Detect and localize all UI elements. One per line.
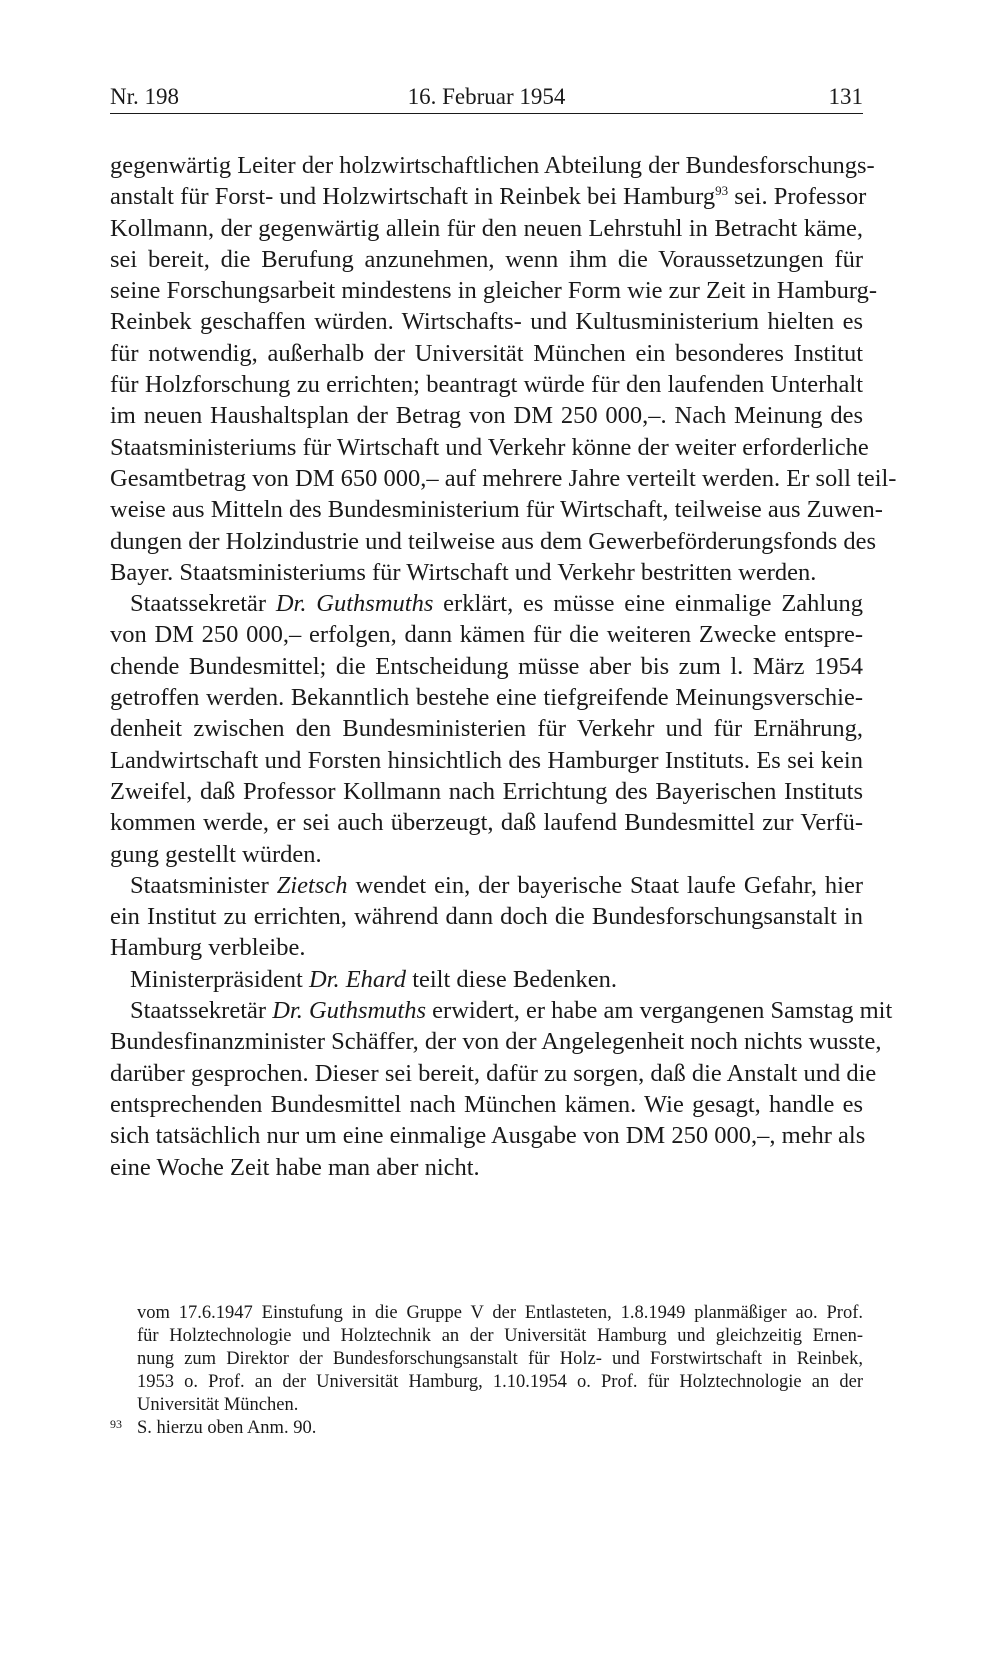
text-span: Staatssekretär [130, 590, 276, 618]
text-line: sich tatsächlich nur um eine einmalige Ausgabe von DM 250 000,–, mehr als [110, 1122, 866, 1150]
text-line [110, 870, 863, 901]
footnote-text: S. hierzu oben Anm. 90. [137, 1418, 317, 1438]
footnote-line: nung zum Direktor der Bundesforschungsanstalt für Holz- und Forstwirtschaft in Reinbek, [137, 1349, 863, 1369]
text-span: erklärt, es müsse eine einmalige Zahlung [433, 590, 863, 618]
text-line: Hamburg verbleibe. [110, 934, 306, 962]
text-line: kommen werde, er sei auch überzeugt, daß laufend Bundesmittel zur Verfü- [110, 809, 863, 837]
text-line: chende Bundesmittel; die Entscheidung müsse aber bis zum l. März 1954 [110, 652, 863, 680]
text-span: Staatsminister [130, 871, 277, 899]
text-line: von DM 250 000,– erfolgen, dann kämen für die weiteren Zwecke entspre- [110, 621, 863, 649]
text-line: Reinbek geschaffen würden. Wirtschafts- und Kultusministerium hielten es [110, 308, 863, 336]
speaker-name: Zietsch [276, 871, 348, 899]
text-span: erwidert, er habe am vergangenen Samstag mit [426, 997, 893, 1025]
footnote-93 [110, 1417, 863, 1440]
text-line: seine Forschungsarbeit mindestens in gleicher Form wie zur Zeit in Hamburg- [110, 277, 878, 305]
text-line: Bayer. Staatsministeriums für Wirtschaft und Verkehr bestritten werden. [110, 558, 817, 586]
document-number: Nr. 198 [110, 84, 179, 109]
text-line: getroffen werden. Bekanntlich bestehe eine tiefgreifende Meinungsverschie- [110, 684, 863, 712]
text-line: Gesamtbetrag von DM 650 000,– auf mehrere Jahre verteilt werden. Er soll teil- [110, 464, 897, 492]
text-line: für notwendig, außerhalb der Universität München ein besonderes Institut [110, 339, 863, 367]
text-span: Ministerpräsident [130, 965, 309, 993]
text-line: entsprechenden Bundesmittel nach München kämen. Wie gesagt, handle es [110, 1090, 863, 1118]
text-span: sei. Professor [728, 183, 867, 211]
text-line [110, 588, 863, 619]
header-date: 16. Februar 1954 [407, 84, 566, 109]
text-line: Kollmann, der gegenwärtig allein für den neuen Lehrstuhl in Betracht käme, [110, 214, 863, 242]
page-number: 131 [828, 84, 863, 109]
text-line: Bundesfinanzminister Schäffer, der von der Angelegenheit noch nichts wusste, [110, 1028, 882, 1056]
speaker-name: Dr. Guthsmuths [272, 997, 427, 1025]
header-rule [110, 113, 863, 114]
text-line: darüber gesprochen. Dieser sei bereit, dafür zu sorgen, daß die Anstalt und die [110, 1059, 877, 1087]
text-line: gegenwärtig Leiter der holzwirtschaftlichen Abteilung der Bundesforschungs- [110, 152, 875, 179]
text-line [110, 964, 863, 995]
footnote-number: 93 [110, 1417, 122, 1431]
text-line: gung gestellt würden. [110, 840, 322, 868]
text-line: Landwirtschaft und Forsten hinsichtlich des Hamburger Instituts. Es sei kein [110, 746, 863, 774]
speaker-name: Dr. Ehard [308, 965, 407, 993]
text-line: im neuen Haushaltsplan der Betrag von DM 250 000,–. Nach Meinung des [110, 402, 863, 430]
footnote-line: 1953 o. Prof. an der Universität Hamburg, 1.10.1954 o. Prof. für Holztechnologie an der [137, 1372, 863, 1392]
footnotes [110, 1302, 863, 1440]
footnote-line: für Holztechnologie und Holztechnik an der Universität Hamburg und gleichzeitig Ernen- [137, 1326, 863, 1346]
text-line: Staatsministeriums für Wirtschaft und Verkehr könne der weiter erforderliche [110, 433, 869, 461]
text-line: sei bereit, die Berufung anzunehmen, wenn ihm die Voraussetzungen für [110, 245, 863, 273]
footnote-reference-93[interactable]: 93 [715, 183, 729, 199]
text-line: Zweifel, daß Professor Kollmann nach Errichtung des Bayerischen Instituts [110, 777, 863, 805]
footnote-line: Universität München. [137, 1395, 299, 1415]
footnote-line: vom 17.6.1947 Einstufung in die Gruppe V der Entlasteten, 1.8.1949 planmäßiger ao. Prof. [137, 1303, 863, 1323]
text-line: dungen der Holzindustrie und teilweise aus dem Gewerbeförderungsfonds des [110, 527, 877, 555]
text-line [110, 181, 867, 212]
running-header [110, 82, 863, 112]
text-span: teilt diese Bedenken. [406, 965, 617, 993]
text-line: für Holzforschung zu errichten; beantragt würde für den laufenden Unterhalt [110, 371, 863, 399]
text-span: Staatssekretär [130, 997, 273, 1025]
text-span: wendet ein, der bayerische Staat laufe Gefahr, hier [347, 871, 863, 899]
body-text [110, 150, 897, 1183]
text-span: anstalt für Forst- und Holzwirtschaft in Reinbek bei Hamburg [110, 183, 716, 211]
text-line: ein Institut zu errichten, während dann doch die Bundesforschungsanstalt in [110, 903, 863, 931]
text-line: eine Woche Zeit habe man aber nicht. [110, 1153, 480, 1181]
text-line: denheit zwischen den Bundesministerien für Verkehr und für Ernährung, [110, 715, 863, 743]
text-line [110, 995, 893, 1026]
speaker-name: Dr. Guthsmuths [275, 590, 434, 618]
text-line: weise aus Mitteln des Bundesministerium für Wirtschaft, teilweise aus Zuwen- [110, 496, 883, 524]
